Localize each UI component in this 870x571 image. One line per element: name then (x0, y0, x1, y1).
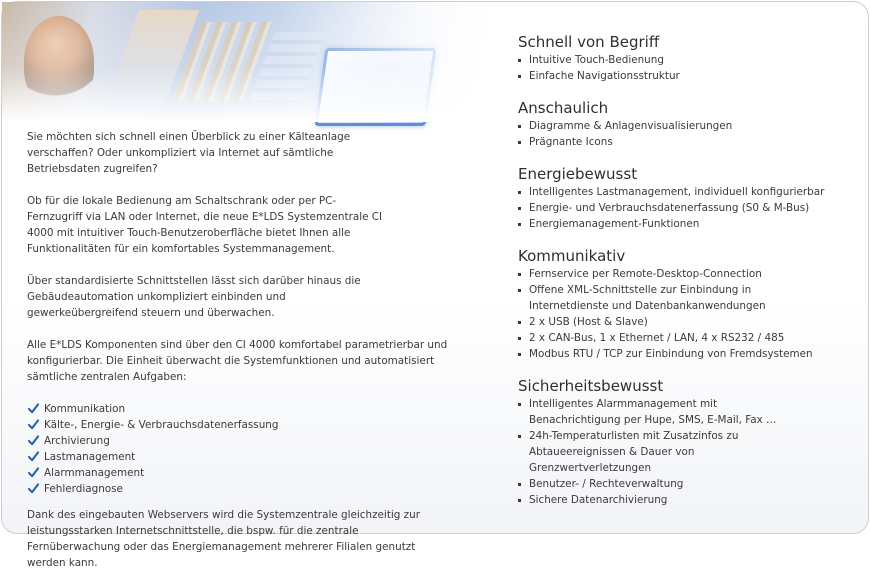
list-item (27, 401, 467, 417)
list-item (27, 417, 467, 433)
bullet-icon (518, 75, 521, 78)
bullet-icon (518, 499, 521, 502)
feature-section (518, 246, 838, 362)
bullet-icon (518, 435, 521, 438)
list-item (27, 481, 467, 497)
section-title: Anschaulich (518, 99, 609, 117)
list-item-label: Fehlerdiagnose (44, 483, 123, 495)
list-item-label: Offene XML-Schnittstelle zur Einbindung in Internetdienste und Datenbankanwendungen (529, 284, 766, 312)
feature-section (518, 32, 838, 84)
list-item (518, 492, 838, 508)
section-title: Energiebewusst (518, 165, 638, 183)
list-item-label: Intuitive Touch-Bedienung (529, 54, 664, 66)
bullet-icon (518, 207, 521, 210)
list-item-label: Alarmmanagement (44, 467, 145, 479)
list-item (518, 118, 838, 134)
list-item (518, 346, 838, 362)
list-item-label: 2 x CAN-Bus, 1 x Ethernet / LAN, 4 x RS232 / 485 (529, 332, 785, 344)
list-item-label: Diagramme & Anlagenvisualisierungen (529, 120, 733, 132)
bullet-icon (518, 223, 521, 226)
closing-paragraph: Dank des eingebauten Webservers wird die Systemzentrale gleichzeitig zur leistungsstarken Internetschnittstelle, die bspw. für die zentrale Fernüberwachung oder das Energiemanagement mehrerer Filialen genutzt werden kann. (27, 509, 420, 569)
bullet-icon (518, 273, 521, 276)
list-item-label: Sichere Datenarchivierung (529, 494, 668, 506)
list-item (518, 266, 838, 282)
bullet-icon (518, 321, 521, 324)
checkmark-icon (28, 435, 39, 446)
list-item-label: 2 x USB (Host & Slave) (529, 316, 648, 328)
list-item (518, 184, 838, 200)
list-item-label: Energie- und Verbrauchsdatenerfassung (S0 & M-Bus) (529, 202, 810, 214)
checkmark-icon (28, 483, 39, 494)
bullet-icon (518, 289, 521, 292)
list-item (518, 428, 814, 476)
bullet-icon (518, 141, 521, 144)
list-item-label: Archivierung (44, 435, 110, 447)
list-item-label: Einfache Navigationsstruktur (529, 70, 680, 82)
list-item (518, 396, 809, 428)
list-item (27, 433, 467, 449)
section-title: Schnell von Begriff (518, 33, 660, 51)
list-item (518, 330, 838, 346)
bullet-icon (518, 483, 521, 486)
list-item-label: Intelligentes Lastmanagement, individuell konfigurierbar (529, 186, 825, 198)
list-item (518, 476, 838, 492)
list-item-label: Kälte-, Energie- & Verbrauchsdatenerfassung (44, 419, 279, 431)
list-item (518, 314, 838, 330)
list-item (518, 200, 838, 216)
list-item (518, 282, 769, 314)
intro-column (27, 129, 467, 571)
header-photo (2, 2, 502, 122)
list-item-label: Modbus RTU / TCP zur Einbindung von Fremdsystemen (529, 348, 813, 360)
list-item-label: Prägnante Icons (529, 136, 613, 148)
list-item-label: 24h-Temperaturlisten mit Zusatzinfos zu Abtaueereignissen & Dauer von Grenzwertverletzungen (529, 430, 739, 474)
bullet-icon (518, 337, 521, 340)
section-title: Kommunikativ (518, 247, 626, 265)
checkmark-icon (28, 403, 39, 414)
feature-section (518, 376, 838, 508)
feature-column (518, 32, 838, 508)
feature-section (518, 164, 838, 232)
list-item-label: Benutzer- / Rechteverwaltung (529, 478, 684, 490)
list-item-label: Intelligentes Alarmmanagement mit Benachrichtigung per Hupe, SMS, E-Mail, Fax … (529, 398, 777, 426)
list-item (518, 134, 838, 150)
checkmark-icon (28, 451, 39, 462)
list-item-label: Lastmanagement (44, 451, 136, 463)
list-item (518, 52, 838, 68)
bullet-icon (518, 403, 521, 406)
list-item (518, 216, 838, 232)
list-item (27, 449, 467, 465)
section-title: Sicherheitsbewusst (518, 377, 664, 395)
bullet-icon (518, 59, 521, 62)
list-item (27, 465, 467, 481)
bullet-icon (518, 353, 521, 356)
components-paragraph: Alle E*LDS Komponenten sind über den CI 4000 komfortabel parametrierbar und konfigurierbar. Die Einheit überwacht die Systemfunktionen und automatisiert sämtliche zentralen Aufgaben: (27, 339, 448, 383)
feature-section (518, 98, 838, 150)
interfaces-paragraph: Über standardisierte Schnittstellen lässt sich darüber hinaus die Gebäudeautomation unkompliziert einbinden und gewerkeübergreifend steuern und überwachen. (27, 275, 361, 319)
list-item (518, 68, 838, 84)
bullet-icon (518, 125, 521, 128)
brochure-card (1, 1, 869, 569)
list-item-label: Kommunikation (44, 403, 126, 415)
list-item-label: Fernservice per Remote-Desktop-Connection (529, 268, 762, 280)
checkmark-icon (28, 419, 39, 430)
function-checklist (27, 401, 467, 497)
list-item-label: Energiemanagement-Funktionen (529, 218, 700, 230)
bullet-icon (518, 191, 521, 194)
operation-paragraph: Ob für die lokale Bedienung am Schaltschrank oder per PC-Fernzugriff via LAN oder Internet, die neue E*LDS Systemzentrale CI 4000 mit intuitiver Touch-Benutzeroberfläche bietet Ihnen alle Funktionalitäten für ein komfortables Systemmanagement. (27, 195, 383, 255)
intro-paragraph: Sie möchten sich schnell einen Überblick zu einer Kälteanlage verschaffen? Oder unkompliziert via Internet auf sämtliche Betriebsdaten zugreifen? (27, 131, 351, 175)
checkmark-icon (28, 467, 39, 478)
